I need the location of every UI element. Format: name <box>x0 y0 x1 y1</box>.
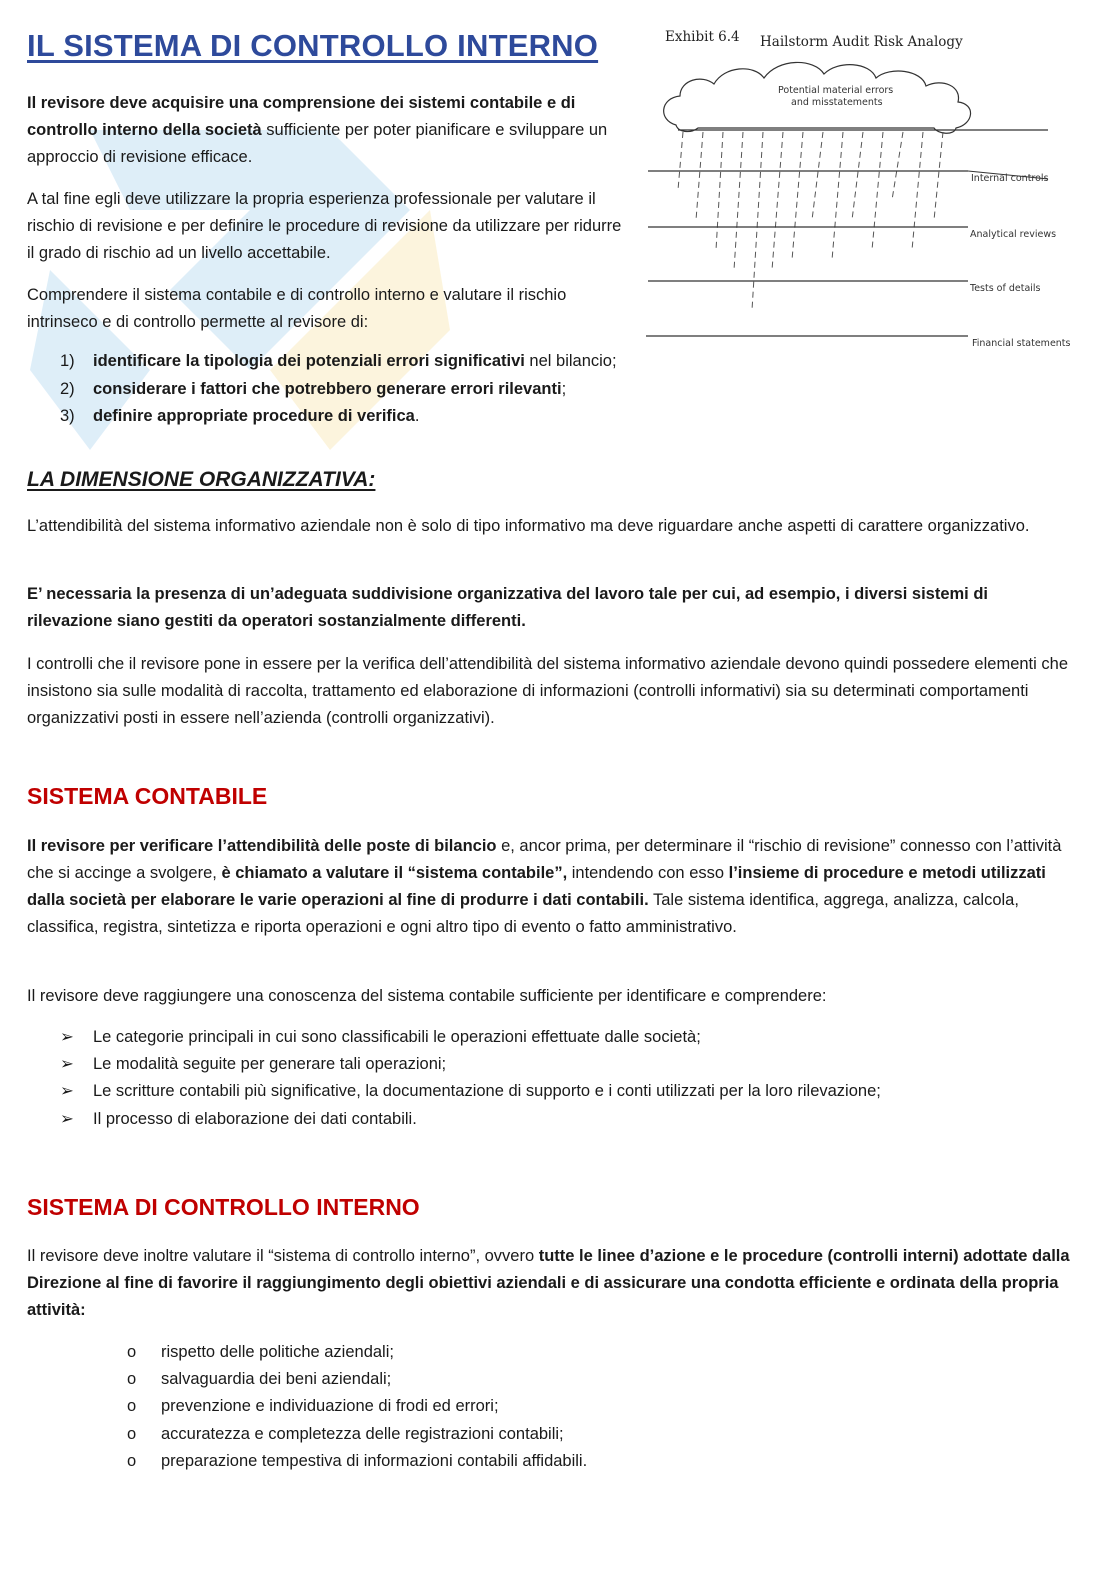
internal-control-bullet-list <box>127 1339 587 1475</box>
organizational-paragraph-3: I controlli che il revisore pone in essere per la verifica dell’attendibilità del sistema informativo aziendale devono quindi possedere elementi che insistono sia sulle modalità di raccolta, trattamento ed elaborazione di informazioni (controlli informativi) sia su determinati comportamenti organizzativi posti in essere nell’azienda (controlli organizzativi). <box>27 655 1068 727</box>
exhibit-title: Hailstorm Audit Risk Analogy <box>760 34 963 50</box>
list-item: 2) considerare i fattori che potrebbero generare errori rilevanti; <box>60 379 567 398</box>
accounting-bullet-list <box>60 1024 881 1133</box>
layer-label-tests-of-details: Tests of details <box>970 283 1041 294</box>
circle-bullet-icon: o <box>127 1343 137 1361</box>
intro-paragraph-2: A tal fine egli deve utilizzare la propria esperienza professionale per valutare il rischio di revisione e per definire le procedure di revisione da utilizzare per ridurre il grado di rischio ad un livello accettabile. <box>27 190 622 262</box>
list-item: ➢ Le scritture contabili più significative, la documentazione di supporto e i conti utilizzati per la loro rilevazione; <box>60 1078 881 1105</box>
list-item: 1) identificare la tipologia dei potenziali errori significativi nel bilancio; <box>60 352 617 370</box>
accounting-paragraph-1: Il revisore per verificare l’attendibilità delle poste di bilancio e, ancor prima, per determinare il “rischio di revisione” connesso con l’attività che si accinge a svolgere, è chiamato a valutare il “sistema contabile”, intendendo con esso l’insieme di procedure e metodi utilizzati dalla società per elaborare le varie operazioni al fine di produrre i dati contabili. Tale sistema identifica, aggrega, analizza, calcola, classifica, registra, sintetizza e riporta operazioni e ogni altro tipo di evento o fatto amministrativo. <box>27 837 1062 936</box>
arrow-bullet-icon: ➢ <box>60 1028 74 1046</box>
list-item: o accuratezza e completezza delle registrazioni contabili; <box>127 1421 587 1448</box>
circle-bullet-icon: o <box>127 1397 137 1416</box>
arrow-bullet-icon: ➢ <box>60 1109 74 1128</box>
list-item: ➢ Le modalità seguite per generare tali operazioni; <box>60 1051 881 1078</box>
arrow-bullet-icon: ➢ <box>60 1082 74 1101</box>
page-title: IL SISTEMA DI CONTROLLO INTERNO <box>27 28 599 63</box>
layer-label-financial-statements: Financial statements <box>972 338 1071 349</box>
numbered-list <box>60 348 617 431</box>
list-item: o preparazione tempestiva di informazioni contabili affidabili. <box>127 1448 587 1475</box>
list-item: ➢ Il processo di elaborazione dei dati contabili. <box>60 1106 881 1133</box>
circle-bullet-icon: o <box>127 1370 137 1389</box>
cloud-label-2: and misstatements <box>791 97 883 108</box>
layer-label-analytical-reviews: Analytical reviews <box>970 229 1057 240</box>
accounting-paragraph-2: Il revisore deve raggiungere una conoscenza del sistema contabile sufficiente per identificare e comprendere: <box>27 987 827 1005</box>
internal-control-paragraph: Il revisore deve inoltre valutare il “sistema di controllo interno”, ovvero tutte le linee d’azione e le procedure (controlli interni) adottate dalla Direzione al fine di favorire il raggiungimento degli obiettivi aziendali e di assicurare una condotta efficiente e ordinata della propria attività: <box>27 1247 1070 1319</box>
section-heading-organizational: LA DIMENSIONE ORGANIZZATIVA: <box>27 468 376 491</box>
list-item: o rispetto delle politiche aziendali; <box>127 1339 587 1366</box>
intro-paragraph-3: Comprendere il sistema contabile e di controllo interno e valutare il rischio intrinseco e di controllo permette al revisore di: <box>27 286 567 331</box>
list-item: o prevenzione e individuazione di frodi ed errori; <box>127 1393 587 1420</box>
layer-label-internal-controls: Internal controls <box>971 173 1049 184</box>
section-heading-internal-control: SISTEMA DI CONTROLLO INTERNO <box>27 1194 420 1220</box>
list-item: ➢ Le categorie principali in cui sono classificabili le operazioni effettuate dalle società; <box>60 1024 881 1051</box>
list-item: 3) definire appropriate procedure di verifica. <box>60 407 420 425</box>
intro-p1-bold: Il revisore deve acquisire una comprensione dei sistemi contabile e di controllo interno della società <box>27 94 576 139</box>
cloud-label-1: Potential material errors <box>778 85 894 96</box>
exhibit-label: Exhibit 6.4 <box>665 29 740 45</box>
intro-paragraph-1 <box>27 90 627 171</box>
list-item: o salvaguardia dei beni aziendali; <box>127 1366 587 1393</box>
arrow-bullet-icon: ➢ <box>60 1055 74 1074</box>
intro-p1-rest: sufficiente per poter pianificare e sviluppare un approccio di revisione efficace. <box>27 121 608 166</box>
circle-bullet-icon: o <box>127 1451 137 1470</box>
organizational-paragraph-1: L’attendibilità del sistema informativo aziendale non è solo di tipo informativo ma deve riguardare anche aspetti di carattere organizzativo. <box>27 517 1030 535</box>
section-heading-accounting: SISTEMA CONTABILE <box>27 783 268 809</box>
hail-streaks <box>678 132 943 310</box>
hailstorm-exhibit-figure <box>638 20 1088 360</box>
organizational-paragraph-2: E’ necessaria la presenza di un’adeguata suddivisione organizzativa del lavoro tale per cui, ad esempio, i diversi sistemi di rilevazione siano gestiti da operatori sostanzialmente differenti. <box>27 585 989 630</box>
circle-bullet-icon: o <box>127 1424 137 1443</box>
